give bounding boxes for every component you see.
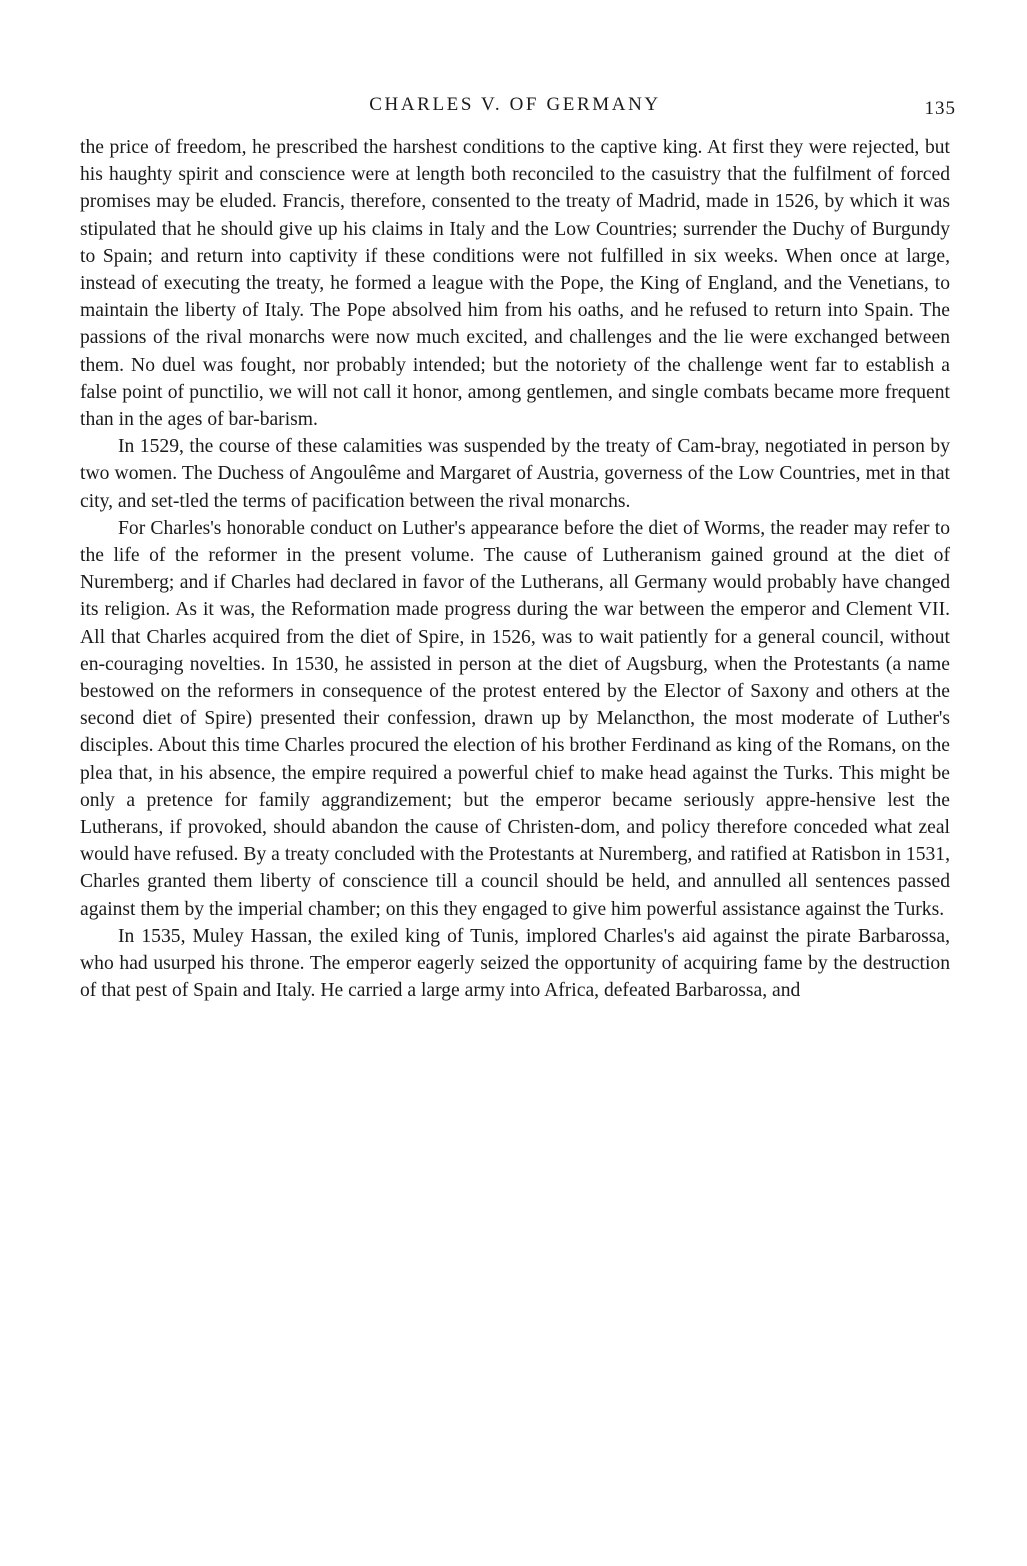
paragraph-tunis-expedition: In 1535, Muley Hassan, the exiled king of Tunis, implored Charles's aid against the pirate Barbarossa, who had usurped his throne. The emperor eagerly seized the opportunity of acquiring fame by the destruction of that pest of Spain and Italy. He carried a large army into Africa, defeated Barbarossa, and [80,925,950,1002]
running-title: CHARLES V. OF GERMANY [369,94,661,115]
paragraph-continuation: the price of freedom, he prescribed the harshest conditions to the captive king. At first they were rejected, but his haughty spirit and conscience were at length both reconciled to the casuistry that the fulfilment of forced promises may be eluded. Francis, therefore, consented to the treaty of Madrid, made in 1526, by which it was stipulated that he should give up his claims in Italy and the Low Countries; surrender the Duchy of Burgundy to Spain; and return into captivity if these conditions were not fulfilled in six weeks. When once at large, instead of executing the treaty, he formed a league with the Pope, the King of England, and the Venetians, to maintain the liberty of Italy. The Pope absolved him from his oaths, and he refused to return into Spain. The passions of the rival monarchs were now much excited, and challenges and the lie were exchanged between them. No duel was fought, nor probably intended; but the notoriety of the challenge went far to establish a false point of punctilio, we will not call it honor, among gentlemen, and single combats became more frequent than in the ages of bar-barism. [80,137,950,431]
book-page [80,90,956,1005]
body-text [80,134,950,1005]
paragraph-treaty-of-cambray: In 1529, the course of these calamities was suspended by the treaty of Cam-bray, negotiated in person by two women. The Duchess of Angoulême and Margaret of Austria, governess of the Low Countries, met in that city, and set-tled the terms of pacification between the rival monarchs. [80,436,950,512]
page-number: 135 [924,98,956,119]
running-head [80,90,956,124]
paragraph-reformation: For Charles's honorable conduct on Luther's appearance before the diet of Worms, the reader may refer to the life of the reformer in the present volume. The cause of Lutheranism gained ground at the diet of Nuremberg; and if Charles had declared in favor of the Lutherans, all Germany would probably have changed its religion. As it was, the Reformation made progress during the war between the emperor and Clement VII. All that Charles acquired from the diet of Spire, in 1526, was to wait patiently for a general council, without en-couraging novelties. In 1530, he assisted in person at the diet of Augsburg, when the Protestants (a name bestowed on the reformers in consequence of the protest entered by the Elector of Saxony and others at the second diet of Spire) presented their confession, drawn up by Melancthon, the most moderate of Luther's disciples. About this time Charles procured the election of his brother Ferdinand as king of the Romans, on the plea that, in his absence, the empire required a powerful chief to make head against the Turks. This might be only a pretence for family aggrandizement; but the emperor became seriously appre-hensive lest the Lutherans, if provoked, should abandon the cause of Christen-dom, and policy therefore conceded what zeal would have refused. By a treaty concluded with the Protestants at Nuremberg, and ratified at Ratisbon in 1531, Charles granted them liberty of conscience till a council should be held, and annulled all sentences passed against them by the imperial chamber; on this they engaged to give him powerful assistance against the Turks. [80,517,950,920]
